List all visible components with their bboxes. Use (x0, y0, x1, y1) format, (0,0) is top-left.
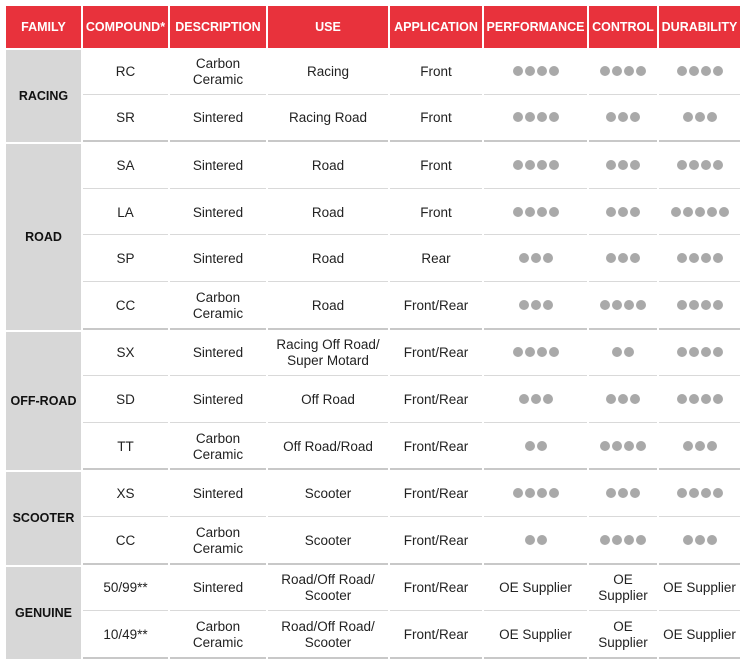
description-cell: Sintered (170, 567, 266, 612)
table-row (6, 284, 740, 330)
rating-dot-icon (713, 253, 723, 263)
rating-dot-icon (525, 535, 535, 545)
control-rating (606, 253, 640, 263)
header-use: USE (268, 6, 388, 48)
application-cell: Front/Rear (390, 567, 482, 612)
performance-cell (484, 425, 587, 471)
rating-dot-icon (636, 66, 646, 76)
rating-dot-icon (549, 66, 559, 76)
control-cell (589, 425, 657, 471)
durability-rating (671, 207, 729, 217)
rating-dot-icon (671, 207, 681, 217)
rating-dot-icon (618, 112, 628, 122)
rating-dot-icon (525, 66, 535, 76)
table-row (6, 332, 740, 377)
compound-cell: SR (83, 97, 168, 143)
use-cell: Road (268, 144, 388, 189)
durability-cell (659, 191, 740, 236)
rating-dot-icon (531, 300, 541, 310)
durability-rating (677, 160, 723, 170)
use-cell: Off Road/Road (268, 425, 388, 471)
rating-dot-icon (513, 207, 523, 217)
description-cell: Carbon Ceramic (170, 50, 266, 95)
table-row (6, 472, 740, 517)
durability-cell (659, 284, 740, 330)
compound-cell: 10/49** (83, 613, 168, 659)
header-family: FAMILY (6, 6, 81, 48)
control-rating (606, 488, 640, 498)
rating-dot-icon (677, 300, 687, 310)
rating-dot-icon (689, 394, 699, 404)
use-cell: Racing Road (268, 97, 388, 143)
compound-cell: SA (83, 144, 168, 189)
control-cell (589, 378, 657, 423)
description-cell: Sintered (170, 191, 266, 236)
rating-dot-icon (519, 253, 529, 263)
rating-dot-icon (537, 160, 547, 170)
application-cell: Front (390, 191, 482, 236)
performance-cell (484, 144, 587, 189)
table-row (6, 378, 740, 423)
table-row (6, 144, 740, 189)
rating-dot-icon (624, 347, 634, 357)
control-rating (606, 207, 640, 217)
use-cell: Racing (268, 50, 388, 95)
rating-dot-icon (695, 441, 705, 451)
rating-dot-icon (689, 253, 699, 263)
family-cell: SCOOTER (6, 472, 81, 564)
header-description: DESCRIPTION (170, 6, 266, 48)
rating-dot-icon (537, 488, 547, 498)
rating-dot-icon (606, 253, 616, 263)
description-cell: Sintered (170, 378, 266, 423)
durability-rating (677, 66, 723, 76)
table-row (6, 191, 740, 236)
family-cell: RACING (6, 50, 81, 142)
header-control: CONTROL (589, 6, 657, 48)
durability-cell (659, 519, 740, 565)
header-performance: PERFORMANCE (484, 6, 587, 48)
rating-dot-icon (630, 207, 640, 217)
rating-dot-icon (713, 394, 723, 404)
control-cell (589, 237, 657, 282)
rating-dot-icon (713, 347, 723, 357)
rating-dot-icon (531, 253, 541, 263)
application-cell: Front (390, 97, 482, 143)
rating-dot-icon (701, 253, 711, 263)
control-cell (589, 472, 657, 517)
table-row (6, 613, 740, 659)
table-row (6, 425, 740, 471)
rating-dot-icon (707, 112, 717, 122)
rating-dot-icon (543, 300, 553, 310)
control-rating (600, 441, 646, 451)
compound-cell: CC (83, 519, 168, 565)
header-durability: DURABILITY (659, 6, 740, 48)
compound-cell: XS (83, 472, 168, 517)
performance-cell (484, 332, 587, 377)
control-rating (600, 66, 646, 76)
rating-dot-icon (683, 207, 693, 217)
application-cell: Front/Rear (390, 519, 482, 565)
rating-dot-icon (537, 112, 547, 122)
durability-cell (659, 97, 740, 143)
performance-cell (484, 237, 587, 282)
rating-dot-icon (618, 253, 628, 263)
rating-dot-icon (513, 112, 523, 122)
performance-rating (513, 66, 559, 76)
rating-dot-icon (636, 300, 646, 310)
rating-dot-icon (519, 300, 529, 310)
rating-dot-icon (701, 66, 711, 76)
performance-cell (484, 284, 587, 330)
rating-dot-icon (677, 488, 687, 498)
rating-dot-icon (549, 160, 559, 170)
performance-rating (525, 441, 547, 451)
rating-dot-icon (612, 535, 622, 545)
rating-dot-icon (695, 535, 705, 545)
performance-rating (513, 112, 559, 122)
use-cell: Road/Off Road/ Scooter (268, 613, 388, 659)
compound-cell: SD (83, 378, 168, 423)
rating-dot-icon (513, 488, 523, 498)
use-cell: Road/Off Road/ Scooter (268, 567, 388, 612)
rating-dot-icon (618, 207, 628, 217)
control-rating (606, 394, 640, 404)
rating-dot-icon (543, 253, 553, 263)
durability-rating (683, 441, 717, 451)
use-cell: Off Road (268, 378, 388, 423)
performance-rating (513, 207, 559, 217)
description-cell: Carbon Ceramic (170, 284, 266, 330)
control-cell: OE Supplier (589, 613, 657, 659)
header-compound: COMPOUND* (83, 6, 168, 48)
rating-dot-icon (683, 535, 693, 545)
description-cell: Sintered (170, 97, 266, 143)
rating-dot-icon (513, 347, 523, 357)
header-application: APPLICATION (390, 6, 482, 48)
rating-dot-icon (624, 300, 634, 310)
rating-dot-icon (707, 535, 717, 545)
durability-cell: OE Supplier (659, 613, 740, 659)
rating-dot-icon (525, 347, 535, 357)
application-cell: Front/Rear (390, 284, 482, 330)
rating-dot-icon (636, 535, 646, 545)
table-row (6, 97, 740, 143)
rating-dot-icon (618, 394, 628, 404)
performance-rating (513, 347, 559, 357)
rating-dot-icon (719, 207, 729, 217)
rating-dot-icon (701, 488, 711, 498)
rating-dot-icon (513, 160, 523, 170)
rating-dot-icon (713, 300, 723, 310)
use-cell: Scooter (268, 519, 388, 565)
performance-rating (519, 394, 553, 404)
rating-dot-icon (600, 535, 610, 545)
rating-dot-icon (713, 66, 723, 76)
rating-dot-icon (624, 66, 634, 76)
description-cell: Carbon Ceramic (170, 613, 266, 659)
rating-dot-icon (630, 253, 640, 263)
durability-rating (677, 488, 723, 498)
rating-dot-icon (701, 160, 711, 170)
rating-dot-icon (683, 441, 693, 451)
rating-dot-icon (612, 441, 622, 451)
durability-rating (683, 112, 717, 122)
rating-dot-icon (606, 488, 616, 498)
performance-rating (519, 300, 553, 310)
application-cell: Front/Rear (390, 472, 482, 517)
rating-dot-icon (677, 347, 687, 357)
performance-cell: OE Supplier (484, 567, 587, 612)
performance-rating (513, 488, 559, 498)
table-row (6, 237, 740, 282)
use-cell: Scooter (268, 472, 388, 517)
rating-dot-icon (525, 112, 535, 122)
rating-dot-icon (624, 535, 634, 545)
compound-cell: CC (83, 284, 168, 330)
rating-dot-icon (549, 488, 559, 498)
performance-rating (513, 160, 559, 170)
durability-cell (659, 332, 740, 377)
rating-dot-icon (701, 300, 711, 310)
rating-dot-icon (519, 394, 529, 404)
rating-dot-icon (612, 300, 622, 310)
control-cell (589, 519, 657, 565)
rating-dot-icon (543, 394, 553, 404)
rating-dot-icon (612, 347, 622, 357)
durability-rating (677, 394, 723, 404)
control-rating (606, 112, 640, 122)
rating-dot-icon (713, 488, 723, 498)
family-cell: OFF-ROAD (6, 332, 81, 471)
performance-cell (484, 97, 587, 143)
durability-rating (677, 347, 723, 357)
description-cell: Sintered (170, 237, 266, 282)
control-cell (589, 332, 657, 377)
application-cell: Front/Rear (390, 425, 482, 471)
use-cell: Road (268, 284, 388, 330)
use-cell: Racing Off Road/ Super Motard (268, 332, 388, 377)
performance-cell (484, 378, 587, 423)
rating-dot-icon (600, 300, 610, 310)
performance-cell (484, 191, 587, 236)
durability-cell: OE Supplier (659, 567, 740, 612)
durability-cell (659, 237, 740, 282)
rating-dot-icon (689, 160, 699, 170)
rating-dot-icon (549, 207, 559, 217)
performance-cell (484, 519, 587, 565)
performance-cell (484, 50, 587, 95)
compound-cell: RC (83, 50, 168, 95)
rating-dot-icon (689, 347, 699, 357)
rating-dot-icon (689, 66, 699, 76)
table-body (6, 50, 740, 659)
rating-dot-icon (713, 160, 723, 170)
rating-dot-icon (677, 66, 687, 76)
control-cell (589, 50, 657, 95)
rating-dot-icon (525, 441, 535, 451)
durability-cell (659, 144, 740, 189)
rating-dot-icon (525, 488, 535, 498)
description-cell: Sintered (170, 144, 266, 189)
rating-dot-icon (701, 347, 711, 357)
rating-dot-icon (537, 66, 547, 76)
rating-dot-icon (525, 160, 535, 170)
control-cell: OE Supplier (589, 567, 657, 612)
control-cell (589, 144, 657, 189)
application-cell: Front (390, 144, 482, 189)
description-cell: Carbon Ceramic (170, 425, 266, 471)
durability-cell (659, 378, 740, 423)
description-cell: Sintered (170, 472, 266, 517)
family-cell: ROAD (6, 144, 81, 329)
durability-cell (659, 50, 740, 95)
table-row (6, 519, 740, 565)
rating-dot-icon (624, 441, 634, 451)
rating-dot-icon (618, 160, 628, 170)
table-row (6, 567, 740, 612)
rating-dot-icon (695, 207, 705, 217)
compound-cell: LA (83, 191, 168, 236)
rating-dot-icon (630, 160, 640, 170)
family-cell: GENUINE (6, 567, 81, 659)
compound-cell: SX (83, 332, 168, 377)
rating-dot-icon (600, 66, 610, 76)
control-cell (589, 191, 657, 236)
rating-dot-icon (525, 207, 535, 217)
rating-dot-icon (606, 394, 616, 404)
rating-dot-icon (537, 441, 547, 451)
rating-dot-icon (612, 66, 622, 76)
rating-dot-icon (677, 253, 687, 263)
rating-dot-icon (636, 441, 646, 451)
durability-rating (683, 535, 717, 545)
performance-cell (484, 472, 587, 517)
rating-dot-icon (683, 112, 693, 122)
rating-dot-icon (618, 488, 628, 498)
rating-dot-icon (549, 347, 559, 357)
compound-cell: 50/99** (83, 567, 168, 612)
description-cell: Sintered (170, 332, 266, 377)
control-rating (612, 347, 634, 357)
compound-cell: SP (83, 237, 168, 282)
rating-dot-icon (549, 112, 559, 122)
durability-rating (677, 253, 723, 263)
rating-dot-icon (537, 347, 547, 357)
rating-dot-icon (606, 160, 616, 170)
rating-dot-icon (606, 207, 616, 217)
application-cell: Front/Rear (390, 332, 482, 377)
control-rating (606, 160, 640, 170)
use-cell: Road (268, 191, 388, 236)
application-cell: Rear (390, 237, 482, 282)
rating-dot-icon (537, 207, 547, 217)
rating-dot-icon (689, 300, 699, 310)
rating-dot-icon (600, 441, 610, 451)
control-cell (589, 284, 657, 330)
rating-dot-icon (630, 112, 640, 122)
application-cell: Front/Rear (390, 378, 482, 423)
brake-pad-compound-table (4, 4, 742, 661)
rating-dot-icon (630, 488, 640, 498)
header-row (6, 6, 740, 48)
durability-cell (659, 472, 740, 517)
rating-dot-icon (701, 394, 711, 404)
rating-dot-icon (689, 488, 699, 498)
rating-dot-icon (707, 441, 717, 451)
application-cell: Front/Rear (390, 613, 482, 659)
rating-dot-icon (707, 207, 717, 217)
use-cell: Road (268, 237, 388, 282)
rating-dot-icon (677, 394, 687, 404)
control-cell (589, 97, 657, 143)
rating-dot-icon (695, 112, 705, 122)
performance-cell: OE Supplier (484, 613, 587, 659)
durability-cell (659, 425, 740, 471)
rating-dot-icon (531, 394, 541, 404)
control-rating (600, 300, 646, 310)
compound-cell: TT (83, 425, 168, 471)
table-row (6, 50, 740, 95)
control-rating (600, 535, 646, 545)
performance-rating (519, 253, 553, 263)
rating-dot-icon (630, 394, 640, 404)
performance-rating (525, 535, 547, 545)
rating-dot-icon (513, 66, 523, 76)
application-cell: Front (390, 50, 482, 95)
description-cell: Carbon Ceramic (170, 519, 266, 565)
rating-dot-icon (537, 535, 547, 545)
durability-rating (677, 300, 723, 310)
rating-dot-icon (677, 160, 687, 170)
rating-dot-icon (606, 112, 616, 122)
